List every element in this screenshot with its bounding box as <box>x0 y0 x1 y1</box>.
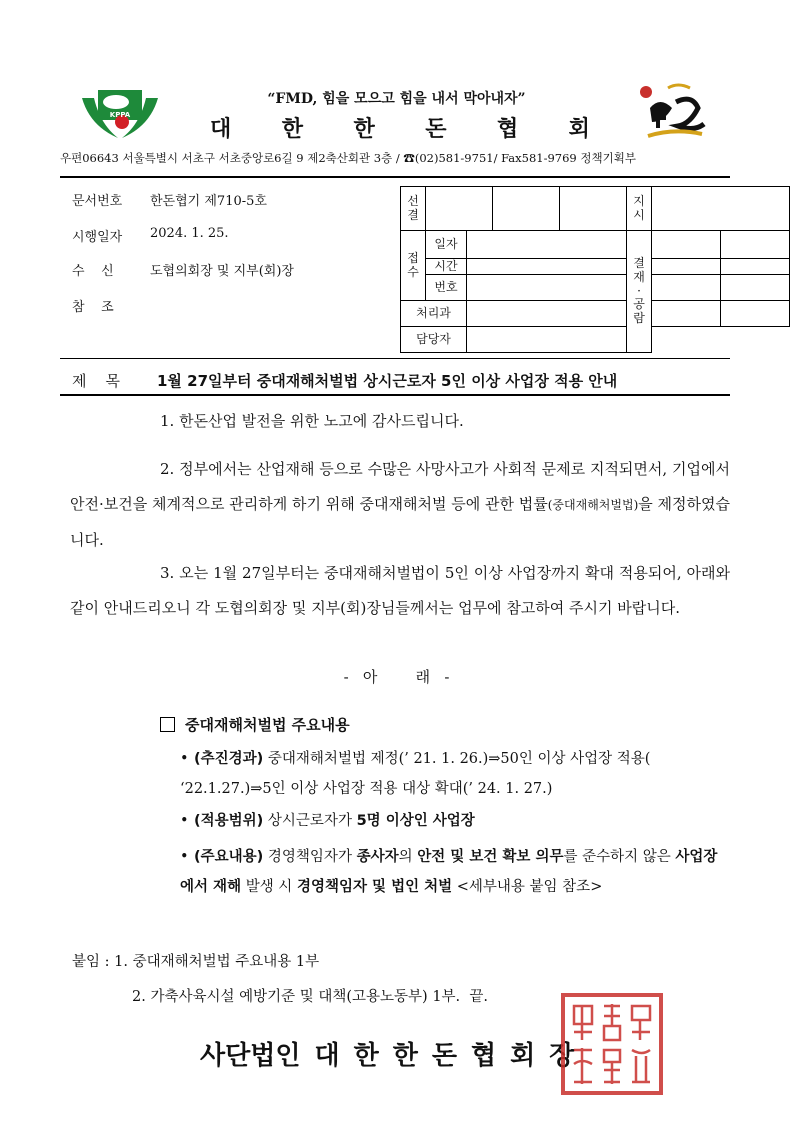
blank-cell <box>467 327 627 353</box>
bullet-dot-icon: • <box>180 813 189 829</box>
paragraph-3-text: 3. 오는 1월 27일부터는 중대재해처벌법이 5인 이상 사업장까지 확대 적용되어, 아래와 같이 안내드리오니 각 도협의회장 및 지부(회)장님들께서는 업무에 참고하여 주시기 바랍니다. <box>70 564 730 617</box>
reference-label: 참 조 <box>72 300 114 315</box>
recipient-value: 도협의회장 및 지부(회)장 <box>150 264 294 279</box>
bullet-dot-icon: • <box>180 751 189 767</box>
paragraph-2-end: 을 제정하였습니다. <box>70 495 730 549</box>
doc-number: 한돈협기 제710-5호 <box>150 194 267 209</box>
si-gan-cell: 시간 <box>426 259 467 275</box>
blank-cell <box>652 187 790 231</box>
blank-cell <box>652 259 721 275</box>
bullet-3-text: <세부내용 붙임 참조> <box>456 879 603 895</box>
blank-cell <box>467 275 627 301</box>
header-divider <box>60 176 730 178</box>
meta-divider <box>60 358 730 359</box>
bullet-1-text: 중대재해처벌법 제정(’ 21. 1. 26.)⇒50인 이상 사업장 적용( ‘22.1.27.)⇒5인 이상 사업장 적용 대상 확대(’ 24. 1. 27.) <box>180 751 651 797</box>
bullet-3-text: 의 <box>398 849 413 865</box>
square-bullet-icon <box>160 717 175 732</box>
il-ja-cell: 일자 <box>426 231 467 259</box>
bullet-dot-icon: • <box>180 849 189 865</box>
subject-text: 1월 27일부터 중대재해처벌법 상시근로자 5인 이상 사업장 적용 안내 <box>157 372 618 390</box>
bullet-3-text: 경영책임자가 <box>267 849 352 865</box>
below-marker: - 아 래 - <box>343 668 450 686</box>
bullet-1-head: (추진경과) <box>194 751 264 767</box>
blank-cell <box>652 231 721 259</box>
subject-label: 제 목 <box>72 372 121 390</box>
logo-text: KPPA <box>109 111 131 119</box>
org-title-char: 대 <box>210 117 232 142</box>
org-title-char: 회 <box>568 117 590 142</box>
seon-gyeol-cell: 선 결 <box>401 187 426 231</box>
blank-cell <box>467 259 627 275</box>
bullet-contents <box>180 842 725 902</box>
blank-cell <box>560 187 627 231</box>
subject-divider <box>60 394 730 396</box>
official-seal-icon <box>560 992 664 1096</box>
bullet-2-head: (적용범위) <box>194 813 264 829</box>
recipient-label: 수 신 <box>72 264 114 279</box>
attachment-2 <box>132 985 488 1006</box>
sender-char: 대 <box>314 1041 340 1071</box>
sender-char: 한 <box>392 1041 418 1071</box>
ji-si-cell: 지 시 <box>627 187 652 231</box>
blank-cell <box>493 187 560 231</box>
blank-cell <box>721 275 790 301</box>
sender-char: 한 <box>353 1041 379 1071</box>
blank-cell <box>721 301 790 327</box>
paragraph-2 <box>70 452 730 558</box>
date-label: 시행일자 <box>72 230 123 245</box>
bullet-progress <box>180 744 725 804</box>
approval-table <box>400 186 790 353</box>
paragraph-3 <box>70 556 730 626</box>
org-title-char: 한 <box>281 117 303 142</box>
blank-cell <box>467 231 627 259</box>
jeop-su-cell: 접 수 <box>401 231 426 301</box>
sender-char: 협 <box>470 1041 497 1071</box>
bullet-3-head: (주요내용) <box>194 849 264 865</box>
doc-number-row <box>72 190 267 209</box>
doc-number-label: 문서번호 <box>72 194 123 209</box>
bullet-3-bold: 안전 및 보건 확보 의무 <box>417 849 564 865</box>
blank-cell <box>652 275 721 301</box>
date-row <box>72 226 229 245</box>
sender-char: 사단법인 <box>200 1041 301 1071</box>
blank-cell <box>467 301 627 327</box>
date-value: 2024. 1. 25. <box>150 226 229 241</box>
sender-char: 회 <box>510 1041 536 1071</box>
attachment-label: 붙임 : <box>72 954 110 970</box>
paragraph-2-small: (중대재해처벌법) <box>547 498 639 512</box>
bullet-scope <box>180 806 725 836</box>
bullet-2-text: 상시근로자가 <box>267 813 352 829</box>
blank-cell <box>721 259 790 275</box>
org-title-char: 한 <box>353 117 375 142</box>
cheori-gwa-cell: 처리과 <box>401 301 467 327</box>
bullet-3-bold: 사업장에서 재해 <box>180 849 718 895</box>
gyeol-je-cell: 결 재 · 공 람 <box>627 231 652 353</box>
paragraph-2-text: 2. 정부에서는 산업재해 등으로 수많은 사망사고가 사회적 문제로 지적되면서, 기업에서 안전·보건을 체계적으로 관리하게 하기 위해 중대재해처벌 등에 관한 법률 <box>70 460 730 513</box>
damdangja-cell: 담당자 <box>401 327 467 353</box>
sender-name <box>200 1035 588 1072</box>
blank-cell <box>652 327 790 353</box>
recipient-row <box>72 260 294 279</box>
org-title <box>210 112 590 143</box>
bullet-3-text: 발생 시 <box>245 879 293 895</box>
blank-cell <box>652 301 721 327</box>
bullet-2-bold: 5명 이상인 사업장 <box>356 813 475 829</box>
attachment-1 <box>72 950 319 971</box>
sender-char: 돈 <box>431 1041 457 1071</box>
bullet-3-text: 를 준수하지 않은 <box>563 849 671 865</box>
blank-cell <box>426 187 493 231</box>
section-heading <box>160 714 350 735</box>
slogan: “FMD, 힘을 모으고 힘을 내서 막아내자” <box>267 91 526 107</box>
address-line: 우편06643 서울특별시 서초구 서초중앙로6길 9 제2축산회관 3층 / ☎(02)581-9751/ Fax581-9769 정책기획부 <box>60 151 636 165</box>
sender-char: 장 <box>549 1041 575 1071</box>
beon-ho-cell: 번호 <box>426 275 467 301</box>
paragraph-1 <box>70 404 730 439</box>
attachment-item-2: 2. 가축사육시설 예방기준 및 대책(고용노동부) 1부. 끝. <box>132 989 488 1005</box>
org-title-char: 돈 <box>425 117 447 142</box>
attachment-item-1: 1. 중대재해처벌법 주요내용 1부 <box>114 954 320 970</box>
bullet-3-bold: 종사자 <box>356 849 399 865</box>
reference-row <box>72 296 150 315</box>
paragraph-1-text: 1. 한돈산업 발전을 위한 노고에 감사드립니다. <box>160 412 464 430</box>
bullet-3-bold: 경영책임자 및 법인 처벌 <box>296 879 453 895</box>
org-title-char: 협 <box>496 117 519 142</box>
subject-row <box>72 370 617 391</box>
blank-cell <box>721 231 790 259</box>
section-title: 중대재해처벌법 주요내용 <box>185 716 350 734</box>
